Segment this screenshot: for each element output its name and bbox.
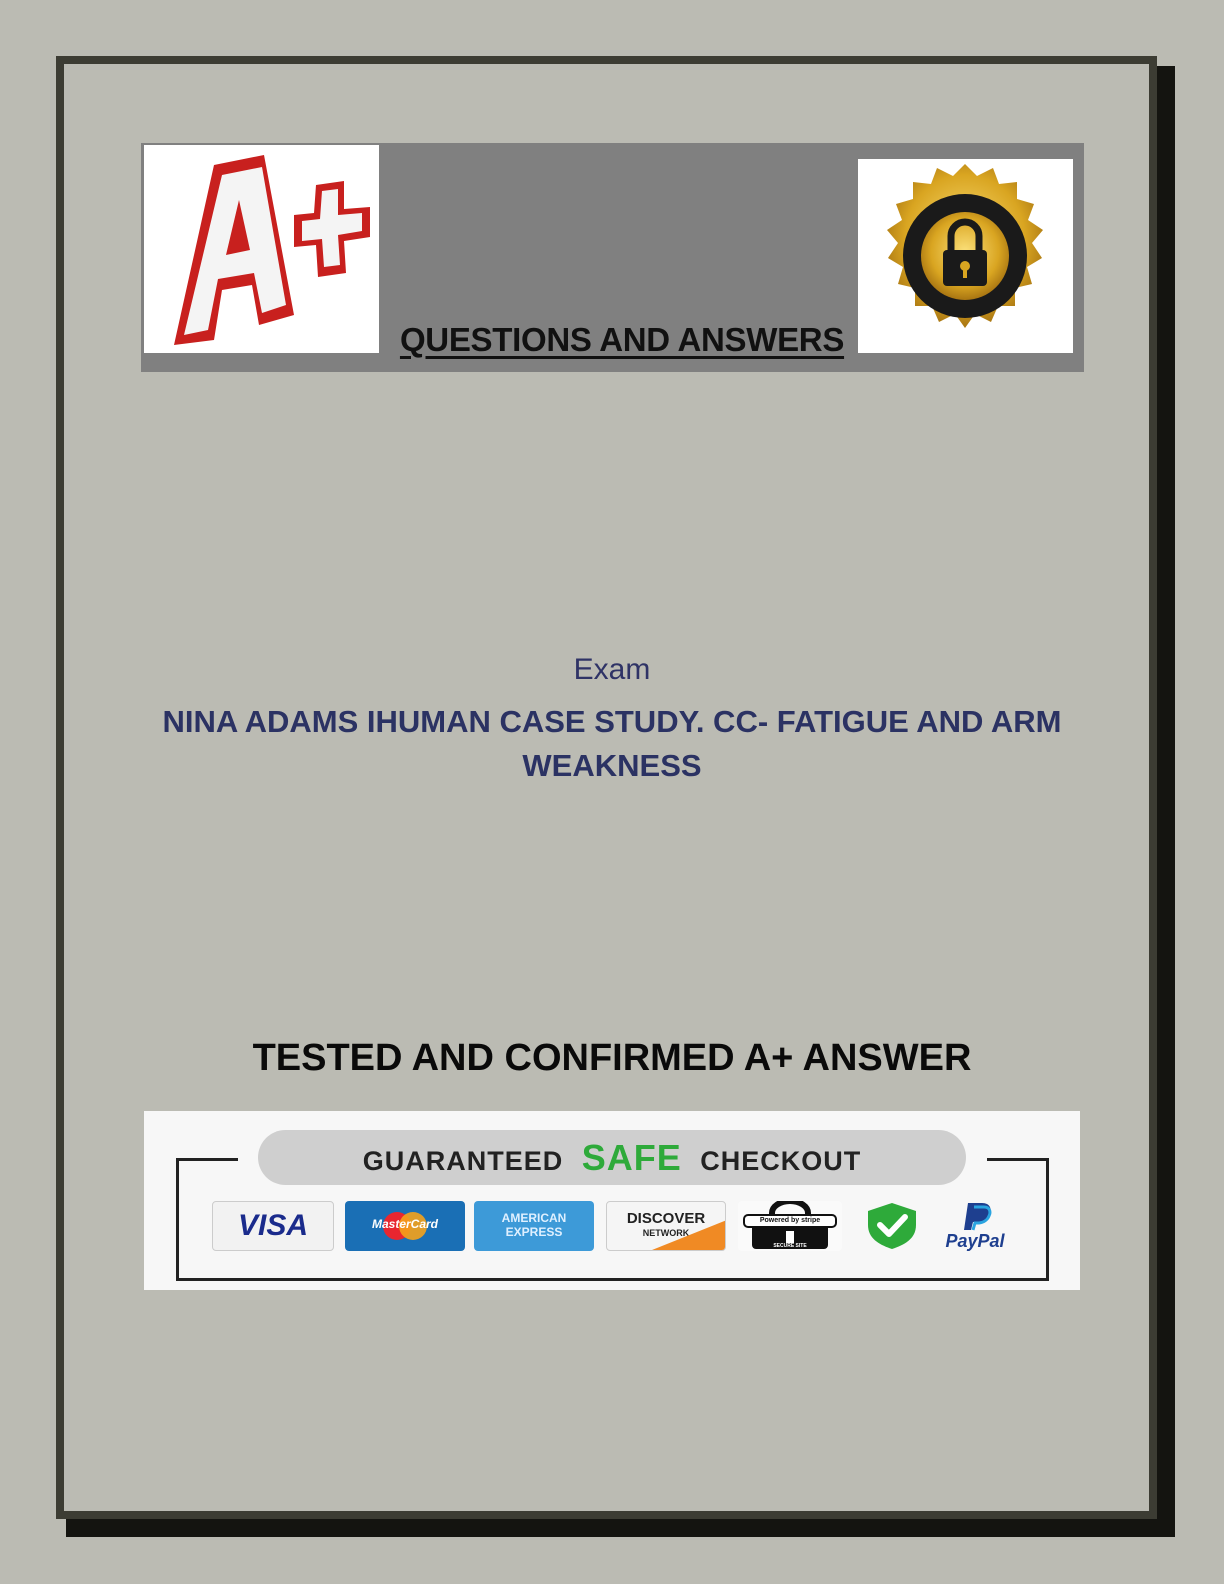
checkout-suffix: CHECKOUT [700,1146,862,1176]
amex-icon: AMERICAN EXPRESS [474,1201,594,1251]
mastercard-label: MasterCard [371,1217,439,1231]
paypal-icon [930,1201,1020,1251]
mastercard-icon [345,1201,465,1251]
stripe-secure-icon [738,1201,842,1251]
a-plus-icon [144,145,379,353]
stripe-sublabel: SECURE SITE [773,1243,807,1249]
divider [987,1158,1049,1161]
stripe-label: Powered by stripe [759,1217,821,1224]
discover-icon [606,1201,726,1251]
exam-label: Exam [573,653,651,686]
discover-sublabel: NETWORK [642,1228,690,1238]
page-title: QUESTIONS AND ANSWERS [399,321,845,358]
checkout-prefix: GUARANTEED [362,1146,564,1176]
paypal-label: PayPal [945,1231,1005,1251]
checkout-safe-word: SAFE [581,1137,682,1178]
secure-seal-logo [858,159,1073,353]
lock-icon [858,159,1073,353]
a-plus-logo [144,145,379,353]
exam-title: NINA ADAMS IHUMAN CASE STUDY. CC- FATIGUE AND ARM WEAKNESS [162,704,1062,783]
tagline: TESTED AND CONFIRMED A+ ANSWER [252,1037,972,1079]
checkout-heading [258,1130,966,1185]
shield-check-icon [862,1201,922,1251]
discover-label: DISCOVER [626,1210,706,1227]
visa-icon: VISA [212,1201,334,1251]
divider [176,1158,238,1161]
